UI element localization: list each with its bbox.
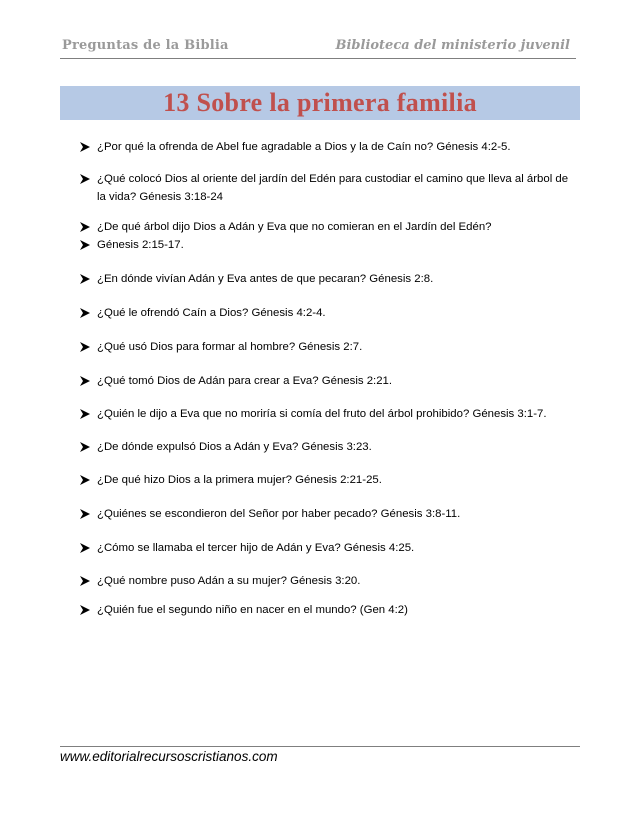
question-text: ¿De qué árbol dijo Dios a Adán y Eva que no comieran en el Jardín del Edén? [97,221,492,233]
question-text: Génesis 2:15-17. [97,239,184,251]
header-left-title: Preguntas de la Biblia [62,38,229,53]
arrow-bullet-icon [80,409,90,419]
question-text: ¿Qué colocó Dios al oriente del jardín del Edén para custodiar el camino que lleva al árbol de la vida? Génesis 3:18-24 [97,173,569,203]
list-item [80,438,580,456]
question-text: ¿Qué le ofrendó Caín a Dios? Génesis 4:2-4. [97,307,326,319]
list-item [80,236,580,254]
question-text: ¿Quién le dijo a Eva que no moriría si comía del fruto del árbol prohibido? Génesis 3:1-7. [97,408,547,420]
list-item [80,372,580,390]
list-item [80,338,580,356]
list-item [80,572,580,590]
page-title: 13 Sobre la primera familia [163,88,477,117]
question-text: ¿Quién fue el segundo niño en nacer en el mundo? (Gen 4:2) [97,604,408,616]
list-item [80,405,580,423]
arrow-bullet-icon [80,142,90,152]
arrow-bullet-icon [80,509,90,519]
arrow-bullet-icon [80,376,90,386]
question-text: ¿De qué hizo Dios a la primera mujer? Génesis 2:21-25. [97,474,382,486]
question-text: ¿Por qué la ofrenda de Abel fue agradable a Dios y la de Caín no? Génesis 4:2-5. [97,141,511,153]
list-item [80,471,580,489]
list-item [80,505,580,523]
arrow-bullet-icon [80,308,90,318]
header-divider [60,58,576,59]
list-item [80,270,580,288]
question-text: ¿Qué usó Dios para formar al hombre? Génesis 2:7. [97,341,363,353]
arrow-bullet-icon [80,475,90,485]
list-item [80,138,580,156]
question-text: ¿De dónde expulsó Dios a Adán y Eva? Génesis 3:23. [97,441,372,453]
question-text: ¿Qué tomó Dios de Adán para crear a Eva? Génesis 2:21. [97,375,393,387]
question-text: ¿En dónde vivían Adán y Eva antes de que pecaran? Génesis 2:8. [97,273,434,285]
arrow-bullet-icon [80,222,90,232]
list-item [80,539,580,557]
question-text: ¿Quiénes se escondieron del Señor por haber pecado? Génesis 3:8-11. [97,508,461,520]
arrow-bullet-icon [80,442,90,452]
header-right-title: Biblioteca del ministerio juvenil [335,38,570,53]
arrow-bullet-icon [80,240,90,250]
arrow-bullet-icon [80,342,90,352]
arrow-bullet-icon [80,605,90,615]
list-item [80,601,580,619]
question-text: ¿Qué nombre puso Adán a su mujer? Génesis 3:20. [97,575,361,587]
list-item [80,218,580,236]
list-item [80,304,580,322]
footer-website: www.editorialrecursoscristianos.com [60,749,278,764]
arrow-bullet-icon [80,174,90,184]
arrow-bullet-icon [80,576,90,586]
question-text: ¿Cómo se llamaba el tercer hijo de Adán y Eva? Génesis 4:25. [97,542,415,554]
list-item [80,170,580,206]
arrow-bullet-icon [80,543,90,553]
footer-divider [60,746,580,747]
arrow-bullet-icon [80,274,90,284]
title-band [60,86,580,120]
